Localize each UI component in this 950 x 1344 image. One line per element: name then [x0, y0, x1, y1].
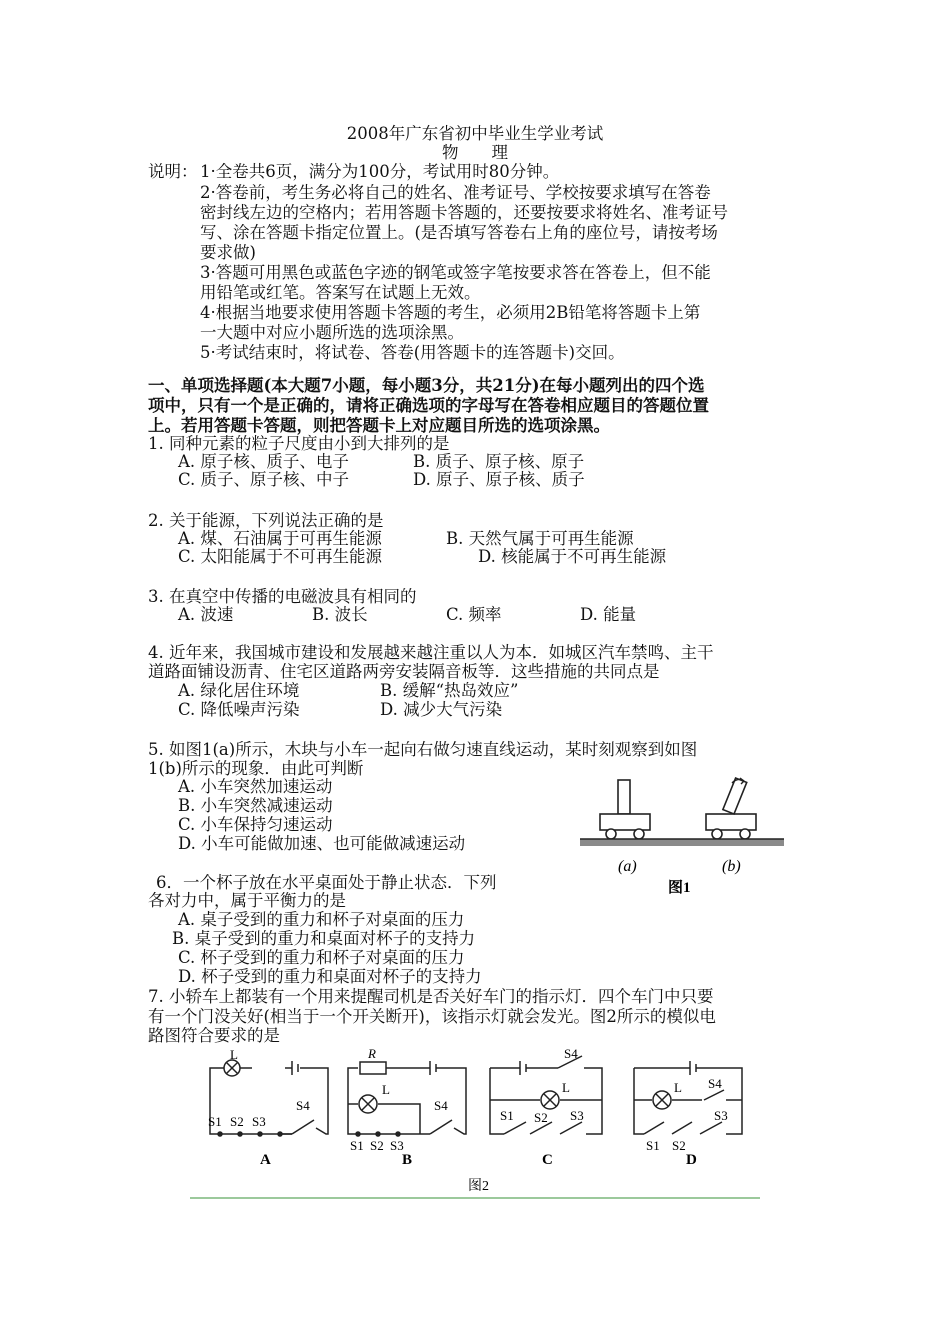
fig1-label-a: (a)	[618, 858, 637, 875]
question-stem: 6．一个杯子放在水平桌面处于静止状态．下列	[156, 873, 497, 892]
instruction-line: 4·根据当地要求使用答题卡答题的考生，必须用2B铅笔将答题卡上第	[200, 303, 701, 322]
question-stem: 2. 关于能源，下列说法正确的是	[148, 511, 384, 530]
circuit-b	[348, 1061, 466, 1136]
option-d: D. 小车可能做加速、也可能做减速运动	[178, 834, 466, 853]
fig1-cart-b	[706, 778, 756, 839]
option-c: C. 太阳能属于不可再生能源	[178, 547, 383, 566]
fig2-caption: 图2	[468, 1179, 489, 1194]
circuit-b-resistor-label: R	[368, 1048, 376, 1061]
option-c: C. 降低噪声污染	[178, 700, 300, 719]
circuit-a-lamp-label: L	[230, 1048, 238, 1062]
option-c: C. 杯子受到的重力和杯子对桌面的压力	[178, 948, 465, 967]
option-d: D. 能量	[580, 605, 637, 624]
figure-2	[190, 1048, 770, 1206]
instructions-lead: 说明：	[148, 162, 198, 181]
instruction-line: 1·全卷共6页，满分为100分，考试用时80分钟。	[200, 162, 560, 181]
circuit-b-s3: S3	[390, 1138, 404, 1153]
question-stem: 1. 同种元素的粒子尺度由小到大排列的是	[148, 434, 450, 453]
option-d: D. 减少大气污染	[380, 700, 503, 719]
option-b: B. 缓解“热岛效应”	[380, 681, 519, 700]
circuit-d-s3: S3	[714, 1108, 728, 1123]
question-stem: 1(b)所示的现象．由此可判断	[148, 759, 364, 778]
section-heading-line: 上。若用答题卡答题，则把答题卡上对应题目所选的选项涂黑。	[148, 416, 610, 435]
circuit-d-lamp-label: L	[674, 1080, 682, 1095]
fig1-ground	[580, 839, 784, 846]
question-stem: 路图符合要求的是	[148, 1026, 280, 1045]
option-a: A. 波速	[178, 605, 234, 624]
circuit-c-s1: S1	[500, 1108, 514, 1123]
circuit-d-s4: S4	[708, 1076, 722, 1091]
circuit-a-s2: S2	[230, 1114, 244, 1129]
circuit-c-s4: S4	[564, 1048, 578, 1061]
circuit-b-s2: S2	[370, 1138, 384, 1153]
circuit-b-s4: S4	[434, 1098, 448, 1113]
circuit-d-s1: S1	[646, 1138, 660, 1153]
fig1-label-b: (b)	[722, 858, 741, 875]
option-a: A. 绿化居住环境	[178, 681, 300, 700]
option-b: B. 质子、原子核、原子	[413, 452, 585, 471]
circuit-a-s4: S4	[296, 1098, 310, 1113]
instruction-line: 5·考试结束时，将试卷、答卷(用答题卡的连答题卡)交回。	[200, 343, 625, 362]
circuit-b-s1: S1	[350, 1138, 364, 1153]
circuit-label-b: B	[402, 1152, 413, 1168]
fig1-caption: 图1	[668, 880, 691, 896]
option-c: C. 质子、原子核、中子	[178, 470, 350, 489]
option-a: A. 小车突然加速运动	[178, 777, 333, 796]
question-stem: 4. 近年来，我国城市建设和发展越来越注重以人为本．如城区汽车禁鸣、主干	[148, 643, 714, 662]
question-stem: 有一个门没关好(相当于一个开关断开)，该指示灯就会发光。图2所示的模似电	[148, 1007, 716, 1026]
option-b: B. 波长	[312, 605, 368, 624]
section-heading-line: 项中，只有一个是正确的，请将正确选项的字母写在答卷相应题目的答题位置	[148, 396, 709, 415]
circuit-a-s3: S3	[252, 1114, 266, 1129]
instruction-line: 要求做)	[200, 243, 256, 262]
instruction-line: 密封线左边的空格内；若用答题卡答题的，还要按要求将姓名、准考证号	[200, 203, 728, 222]
instruction-line: 2·答卷前，考生务必将自己的姓名、准考证号、学校按要求填写在答卷	[200, 183, 711, 202]
circuit-a	[210, 1060, 328, 1136]
instruction-line: 3·答题可用黑色或蓝色字迹的钢笔或签字笔按要求答在答卷上，但不能	[200, 263, 711, 282]
question-stem: 5. 如图1(a)所示，木块与小车一起向右做匀速直线运动，某时刻观察到如图	[148, 740, 698, 759]
circuit-label-a: A	[260, 1152, 271, 1168]
circuit-c-lamp-label: L	[562, 1080, 570, 1095]
figure-1	[580, 775, 790, 900]
option-d: D. 杯子受到的重力和桌面对杯子的支持力	[178, 967, 482, 986]
option-d: D. 核能属于不可再生能源	[478, 547, 667, 566]
fig1-cart-a	[600, 780, 650, 839]
section-heading-line: 一、单项选择题(本大题7小题，每小题3分，共21分)在每小题列出的四个选	[148, 376, 705, 395]
instruction-line: 写、涂在答题卡指定位置上。(是否填写答卷右上角的座位号，请按考场	[200, 223, 718, 242]
option-b: B. 桌子受到的重力和桌面对杯子的支持力	[172, 929, 476, 948]
exam-title: 2008年广东省初中毕业生学业考试	[346, 124, 604, 143]
instruction-line: 用铅笔或红笔。答案写在试题上无效。	[200, 283, 481, 302]
circuit-d-s2: S2	[672, 1138, 686, 1153]
circuit-b-lamp-label: L	[382, 1082, 390, 1097]
circuit-label-c: C	[542, 1152, 553, 1168]
circuit-c-s3: S3	[570, 1108, 584, 1123]
exam-subject: 物 理	[442, 143, 508, 162]
circuit-a-s1: S1	[208, 1114, 222, 1129]
instruction-line: 一大题中对应小题所选的选项涂黑。	[200, 323, 464, 342]
question-stem: 3. 在真空中传播的电磁波具有相同的	[148, 587, 417, 606]
option-c: C. 小车保持匀速运动	[178, 815, 333, 834]
question-stem: 7. 小轿车上都装有一个用来提醒司机是否关好车门的指示灯．四个车门中只要	[148, 987, 714, 1006]
option-c: C. 频率	[446, 605, 502, 624]
option-d: D. 原子、原子核、质子	[413, 470, 585, 489]
option-b: B. 小车突然减速运动	[178, 796, 333, 815]
question-stem: 各对力中，属于平衡力的是	[148, 891, 346, 910]
question-stem: 道路面铺设沥青、住宅区道路两旁安装隔音板等．这些措施的共同点是	[148, 662, 660, 681]
option-a: A. 桌子受到的重力和杯子对桌面的压力	[178, 910, 465, 929]
option-a: A. 煤、石油属于可再生能源	[178, 529, 382, 548]
option-a: A. 原子核、质子、电子	[178, 452, 349, 471]
circuit-label-d: D	[686, 1152, 697, 1168]
circuit-d	[634, 1061, 742, 1134]
option-b: B. 天然气属于可再生能源	[446, 529, 634, 548]
circuit-c-s2: S2	[534, 1110, 548, 1125]
